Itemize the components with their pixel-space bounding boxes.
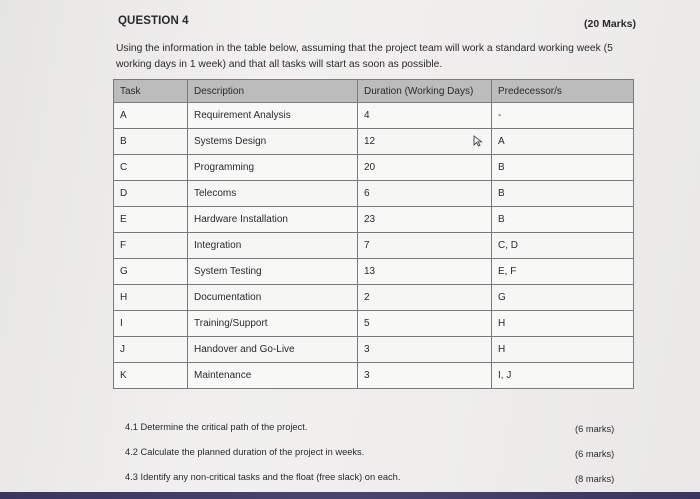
question-intro: Using the information in the table below, assuming that the project team will work a standard working week (5 working days in 1 week) and that all tasks will start as soon as possible. — [116, 43, 613, 70]
table-row — [114, 129, 634, 155]
cell-predecessor: A — [492, 129, 634, 155]
cell-predecessor: I, J — [492, 363, 634, 389]
cell-description: Hardware Installation — [188, 207, 358, 233]
cell-description: Training/Support — [188, 311, 358, 337]
subquestion-4-1-marks: (6 marks) — [575, 424, 615, 434]
cell-duration: 12 — [358, 129, 492, 155]
cell-description: Telecoms — [188, 181, 358, 207]
cell-duration: 2 — [358, 285, 492, 311]
table-row — [114, 181, 634, 207]
table-row — [114, 285, 634, 311]
cell-predecessor: B — [492, 181, 634, 207]
cell-duration: 4 — [358, 103, 492, 129]
cell-predecessor: C, D — [492, 233, 634, 259]
table-row — [114, 363, 634, 389]
cell-predecessor: B — [492, 207, 634, 233]
cell-task: K — [114, 363, 188, 389]
cell-task: I — [114, 311, 188, 337]
total-marks: (20 Marks) — [584, 18, 636, 30]
subquestion-4-2: 4.2 Calculate the planned duration of the project in weeks. — [125, 447, 365, 457]
cell-duration: 3 — [358, 337, 492, 363]
cell-predecessor: E, F — [492, 259, 634, 285]
cell-task: H — [114, 285, 188, 311]
cell-predecessor: H — [492, 311, 634, 337]
cell-predecessor: G — [492, 285, 634, 311]
table-row — [114, 311, 634, 337]
cell-predecessor: B — [492, 155, 634, 181]
table-row — [114, 233, 634, 259]
cell-description: Documentation — [188, 285, 358, 311]
cell-duration: 7 — [358, 233, 492, 259]
cell-duration: 23 — [358, 207, 492, 233]
cell-description: System Testing — [188, 259, 358, 285]
cell-duration: 20 — [358, 155, 492, 181]
cell-description: Handover and Go-Live — [188, 337, 358, 363]
header-description: Description — [188, 80, 358, 103]
cell-task: E — [114, 207, 188, 233]
cell-description: Integration — [188, 233, 358, 259]
screen-bezel — [0, 492, 700, 499]
subquestion-4-1: 4.1 Determine the critical path of the project. — [125, 422, 308, 432]
cell-task: D — [114, 181, 188, 207]
table-row — [114, 337, 634, 363]
cell-predecessor: - — [492, 103, 634, 129]
table-row — [114, 259, 634, 285]
cell-task: B — [114, 129, 188, 155]
task-table — [113, 79, 634, 389]
cell-description: Systems Design — [188, 129, 358, 155]
cell-task: C — [114, 155, 188, 181]
cell-description: Requirement Analysis — [188, 103, 358, 129]
header-duration: Duration (Working Days) — [358, 80, 492, 103]
cell-duration: 6 — [358, 181, 492, 207]
table-row — [114, 155, 634, 181]
cell-duration: 3 — [358, 363, 492, 389]
subquestion-4-2-marks: (6 marks) — [575, 449, 615, 459]
cell-task: F — [114, 233, 188, 259]
cell-task: G — [114, 259, 188, 285]
cell-predecessor: H — [492, 337, 634, 363]
subquestion-4-3: 4.3 Identify any non-critical tasks and the float (free slack) on each. — [125, 472, 401, 482]
mouse-pointer-icon — [472, 135, 484, 147]
table-header-row — [114, 80, 634, 103]
cell-task: J — [114, 337, 188, 363]
cell-duration: 5 — [358, 311, 492, 337]
header-task: Task — [114, 80, 188, 103]
cell-description: Programming — [188, 155, 358, 181]
table-row — [114, 103, 634, 129]
header-predecessors: Predecessor/s — [492, 80, 634, 103]
cell-duration: 13 — [358, 259, 492, 285]
cell-task: A — [114, 103, 188, 129]
table-row — [114, 207, 634, 233]
question-heading: QUESTION 4 — [118, 15, 189, 27]
subquestion-4-3-marks: (8 marks) — [575, 474, 615, 484]
cell-description: Maintenance — [188, 363, 358, 389]
